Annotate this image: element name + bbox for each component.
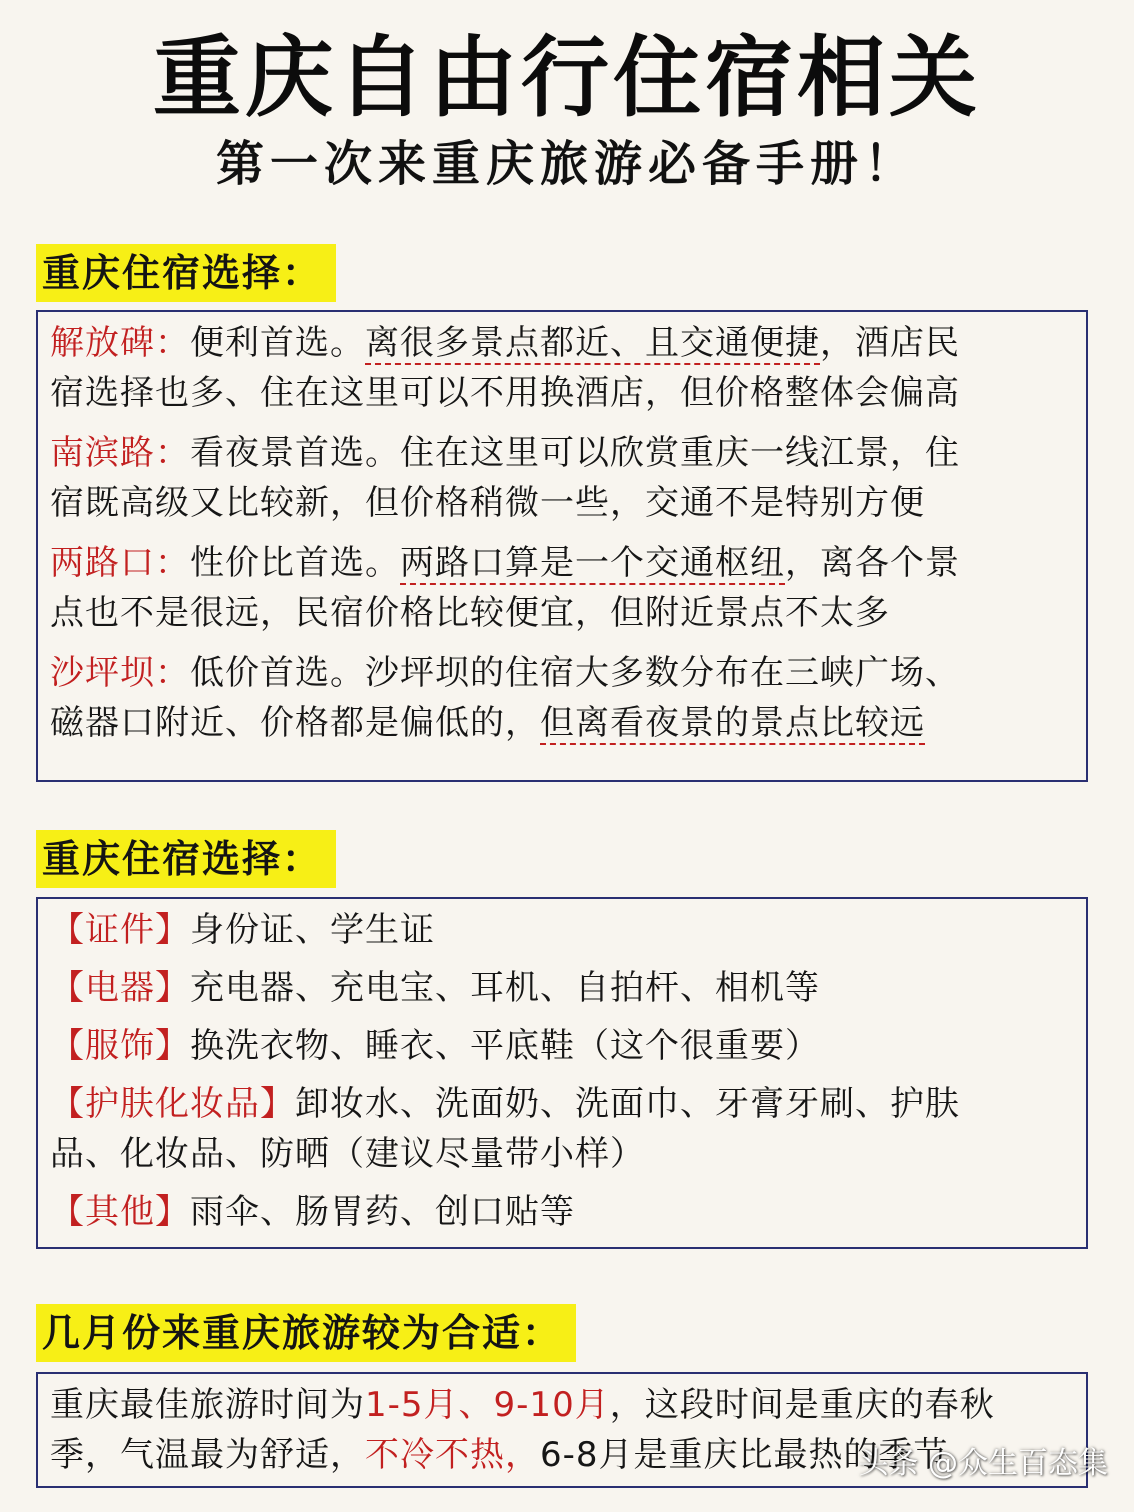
packing-text: 品、化妆品、防晒（建议尽量带小样） bbox=[50, 1134, 645, 1174]
packing-item-other bbox=[50, 1187, 1074, 1237]
packing-text: 换洗衣物、睡衣、平底鞋（这个很重要） bbox=[190, 1026, 820, 1066]
lodging-text: 宿选择也多、住在这里可以不用换酒店，但价格整体会偏高 bbox=[50, 373, 960, 413]
section1-box bbox=[36, 310, 1088, 782]
lodging-name: 南滨路： bbox=[50, 433, 190, 473]
packing-item-clothing bbox=[50, 1021, 1074, 1071]
section2-heading: 重庆住宿选择： bbox=[36, 830, 336, 888]
best-time-line: 重庆最佳旅游时间为 bbox=[50, 1385, 365, 1425]
temperature-note: 不冷不热， bbox=[365, 1435, 540, 1475]
packing-item-electronics bbox=[50, 963, 1074, 1013]
lodging-item-nanbinlu bbox=[50, 428, 1074, 528]
packing-tag: 【护肤化妆品】 bbox=[50, 1084, 295, 1124]
lodging-text: 点也不是很远，民宿价格比较便宜，但附近景点不太多 bbox=[50, 593, 890, 633]
packing-text: 雨伞、肠胃药、创口贴等 bbox=[190, 1192, 575, 1232]
packing-item-skincare bbox=[50, 1079, 1074, 1179]
lodging-item-shapingba bbox=[50, 648, 1074, 748]
lodging-text: 看夜景首选。住在这里可以欣赏重庆一线江景，住 bbox=[190, 433, 960, 473]
lodging-name: 两路口： bbox=[50, 543, 190, 583]
best-time-line: 季，气温最为舒适， bbox=[50, 1435, 365, 1475]
lodging-text: 低价首选。沙坪坝的住宿大多数分布在三峡广场、 bbox=[190, 653, 960, 693]
packing-item-documents bbox=[50, 905, 1074, 955]
lodging-underlined-text: 两路口算是一个交通枢纽 bbox=[400, 543, 785, 583]
section2-box bbox=[36, 897, 1088, 1249]
packing-tag: 【服饰】 bbox=[50, 1026, 190, 1066]
packing-text: 卸妆水、洗面奶、洗面巾、牙膏牙刷、护肤 bbox=[295, 1084, 960, 1124]
section3-heading: 几月份来重庆旅游较为合适： bbox=[36, 1304, 576, 1362]
lodging-name: 沙坪坝： bbox=[50, 653, 190, 693]
page-title: 重庆自由行住宿相关 bbox=[152, 26, 981, 129]
lodging-underlined-text: 离很多景点都近、且交通便捷 bbox=[365, 323, 820, 363]
packing-text: 身份证、学生证 bbox=[190, 910, 435, 950]
lodging-text: 宿既高级又比较新，但价格稍微一些，交通不是特别方便 bbox=[50, 483, 925, 523]
lodging-text: 磁器口附近、价格都是偏低的， bbox=[50, 703, 540, 743]
lodging-text: 便利首选。 bbox=[190, 323, 365, 363]
lodging-text: ，离各个景 bbox=[785, 543, 960, 583]
best-months: 1-5月、9-10月 bbox=[365, 1385, 610, 1425]
best-time-line: 6-8月是重庆比最热的季节 bbox=[540, 1435, 949, 1475]
packing-tag: 【证件】 bbox=[50, 910, 190, 950]
lodging-item-jiefangbei bbox=[50, 318, 1074, 418]
section1-heading: 重庆住宿选择： bbox=[36, 244, 336, 302]
lodging-text: 性价比首选。 bbox=[190, 543, 400, 583]
best-time-line: ，这段时间是重庆的春秋 bbox=[609, 1385, 995, 1425]
packing-tag: 【电器】 bbox=[50, 968, 190, 1008]
lodging-underlined-text: 但离看夜景的景点比较远 bbox=[540, 703, 925, 743]
lodging-text: ，酒店民 bbox=[820, 323, 960, 363]
lodging-item-lianglukou bbox=[50, 538, 1074, 638]
packing-text: 充电器、充电宝、耳机、自拍杆、相机等 bbox=[190, 968, 820, 1008]
lodging-name: 解放碑： bbox=[50, 323, 190, 363]
packing-tag: 【其他】 bbox=[50, 1192, 190, 1232]
watermark: 头条 @众生百态集 bbox=[858, 1446, 1108, 1481]
page-subtitle: 第一次来重庆旅游必备手册！ bbox=[215, 136, 918, 192]
